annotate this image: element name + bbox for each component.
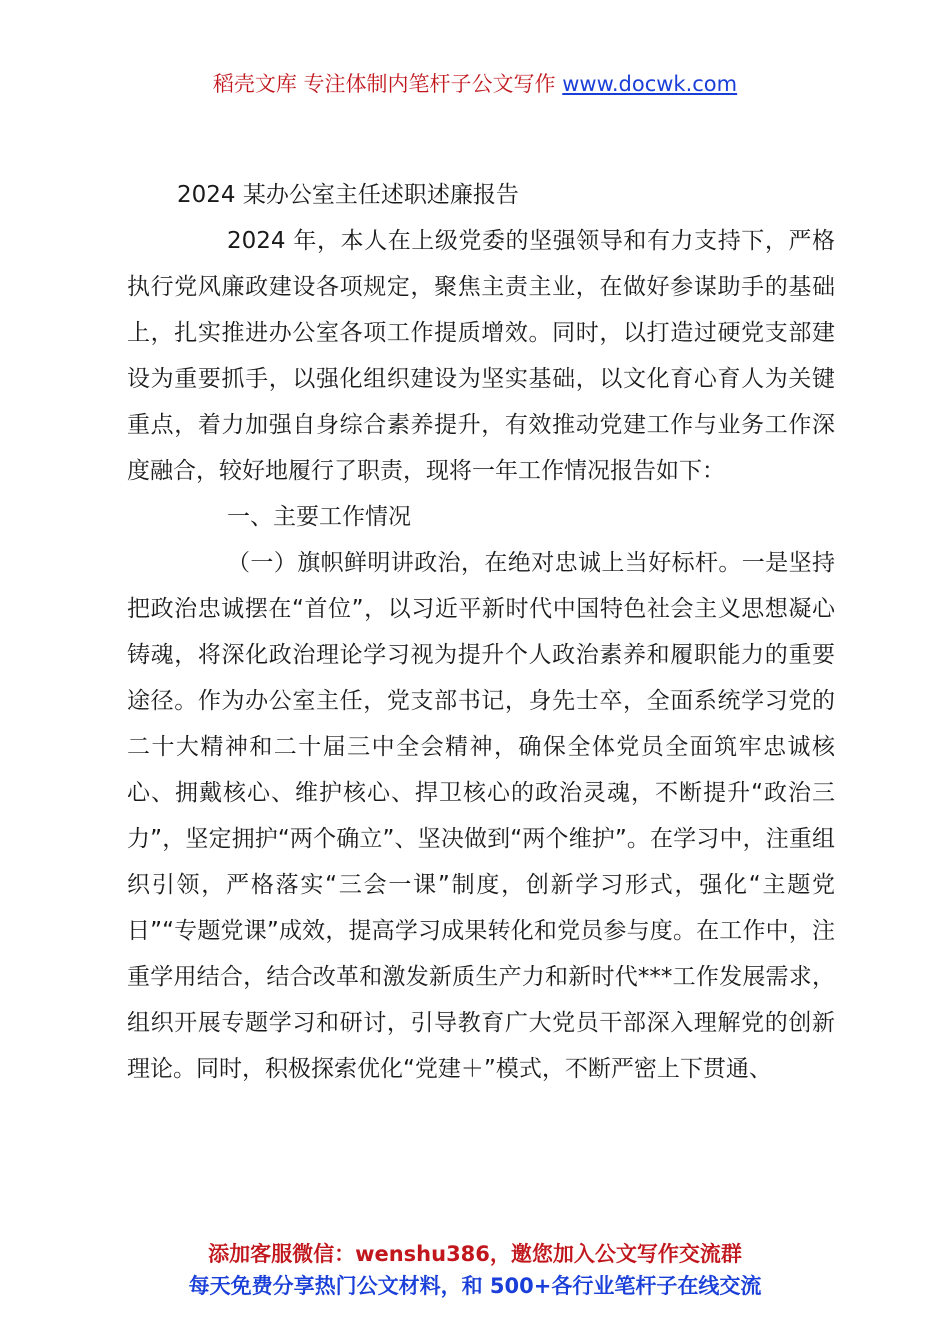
page-header: [0, 70, 950, 98]
section-heading: 一、主要工作情况: [227, 504, 411, 530]
site-link[interactable]: www.docwk.com: [562, 72, 738, 96]
document-body: [127, 172, 835, 1092]
intro-paragraph: 2024 年，本人在上级党委的坚强领导和有力支持下，严格执行党风廉政建设各项规定，聚焦主责主业，在做好参谋助手的基础上，扎实推进办公室各项工作提质增效。同时，以打造过硬党支部建设为重要抓手，以强化组织建设为坚实基础，以文化育心育人为关键重点，着力加强自身综合素养提升，有效推动党建工作与业务工作深度融合，较好地履行了职责，现将一年工作情况报告如下：: [127, 228, 835, 484]
site-slogan: 稻壳文库 专注体制内笔杆子公文写作: [212, 72, 556, 96]
section-paragraph: （一）旗帜鲜明讲政治，在绝对忠诚上当好标杆。一是坚持把政治忠诚摆在“首位”，以习近平新时代中国特色社会主义思想凝心铸魂，将深化政治理论学习视为提升个人政治素养和履职能力的重要途径。作为办公室主任，党支部书记，身先士卒，全面系统学习党的二十大精神和二十届三中全会精神，确保全体党员全面筑牢忠诚核心、拥戴核心、维护核心、捍卫核心的政治灵魂，不断提升“政治三力”，坚定拥护“两个确立”、坚决做到“两个维护”。在学习中，注重组织引领，严格落实“三会一课”制度，创新学习形式，强化“主题党日”“专题党课”成效，提高学习成果转化和党员参与度。在工作中，注重学用结合，结合改革和激发新质生产力和新时代***工作发展需求，组织开展专题学习和研讨，引导教育广大党员干部深入理解党的创新理论。同时，积极探索优化“党建＋”模式，不断严密上下贯通、: [127, 550, 835, 1082]
footer-wechat-line: 添加客服微信：wenshu386，邀您加入公文写作交流群: [208, 1242, 742, 1266]
footer-share-line: 每天免费分享热门公文材料，和 500+各行业笔杆子在线交流: [188, 1274, 762, 1298]
document-title: 2024 某办公室主任述职述廉报告: [177, 182, 519, 208]
page-footer: [0, 1238, 950, 1302]
